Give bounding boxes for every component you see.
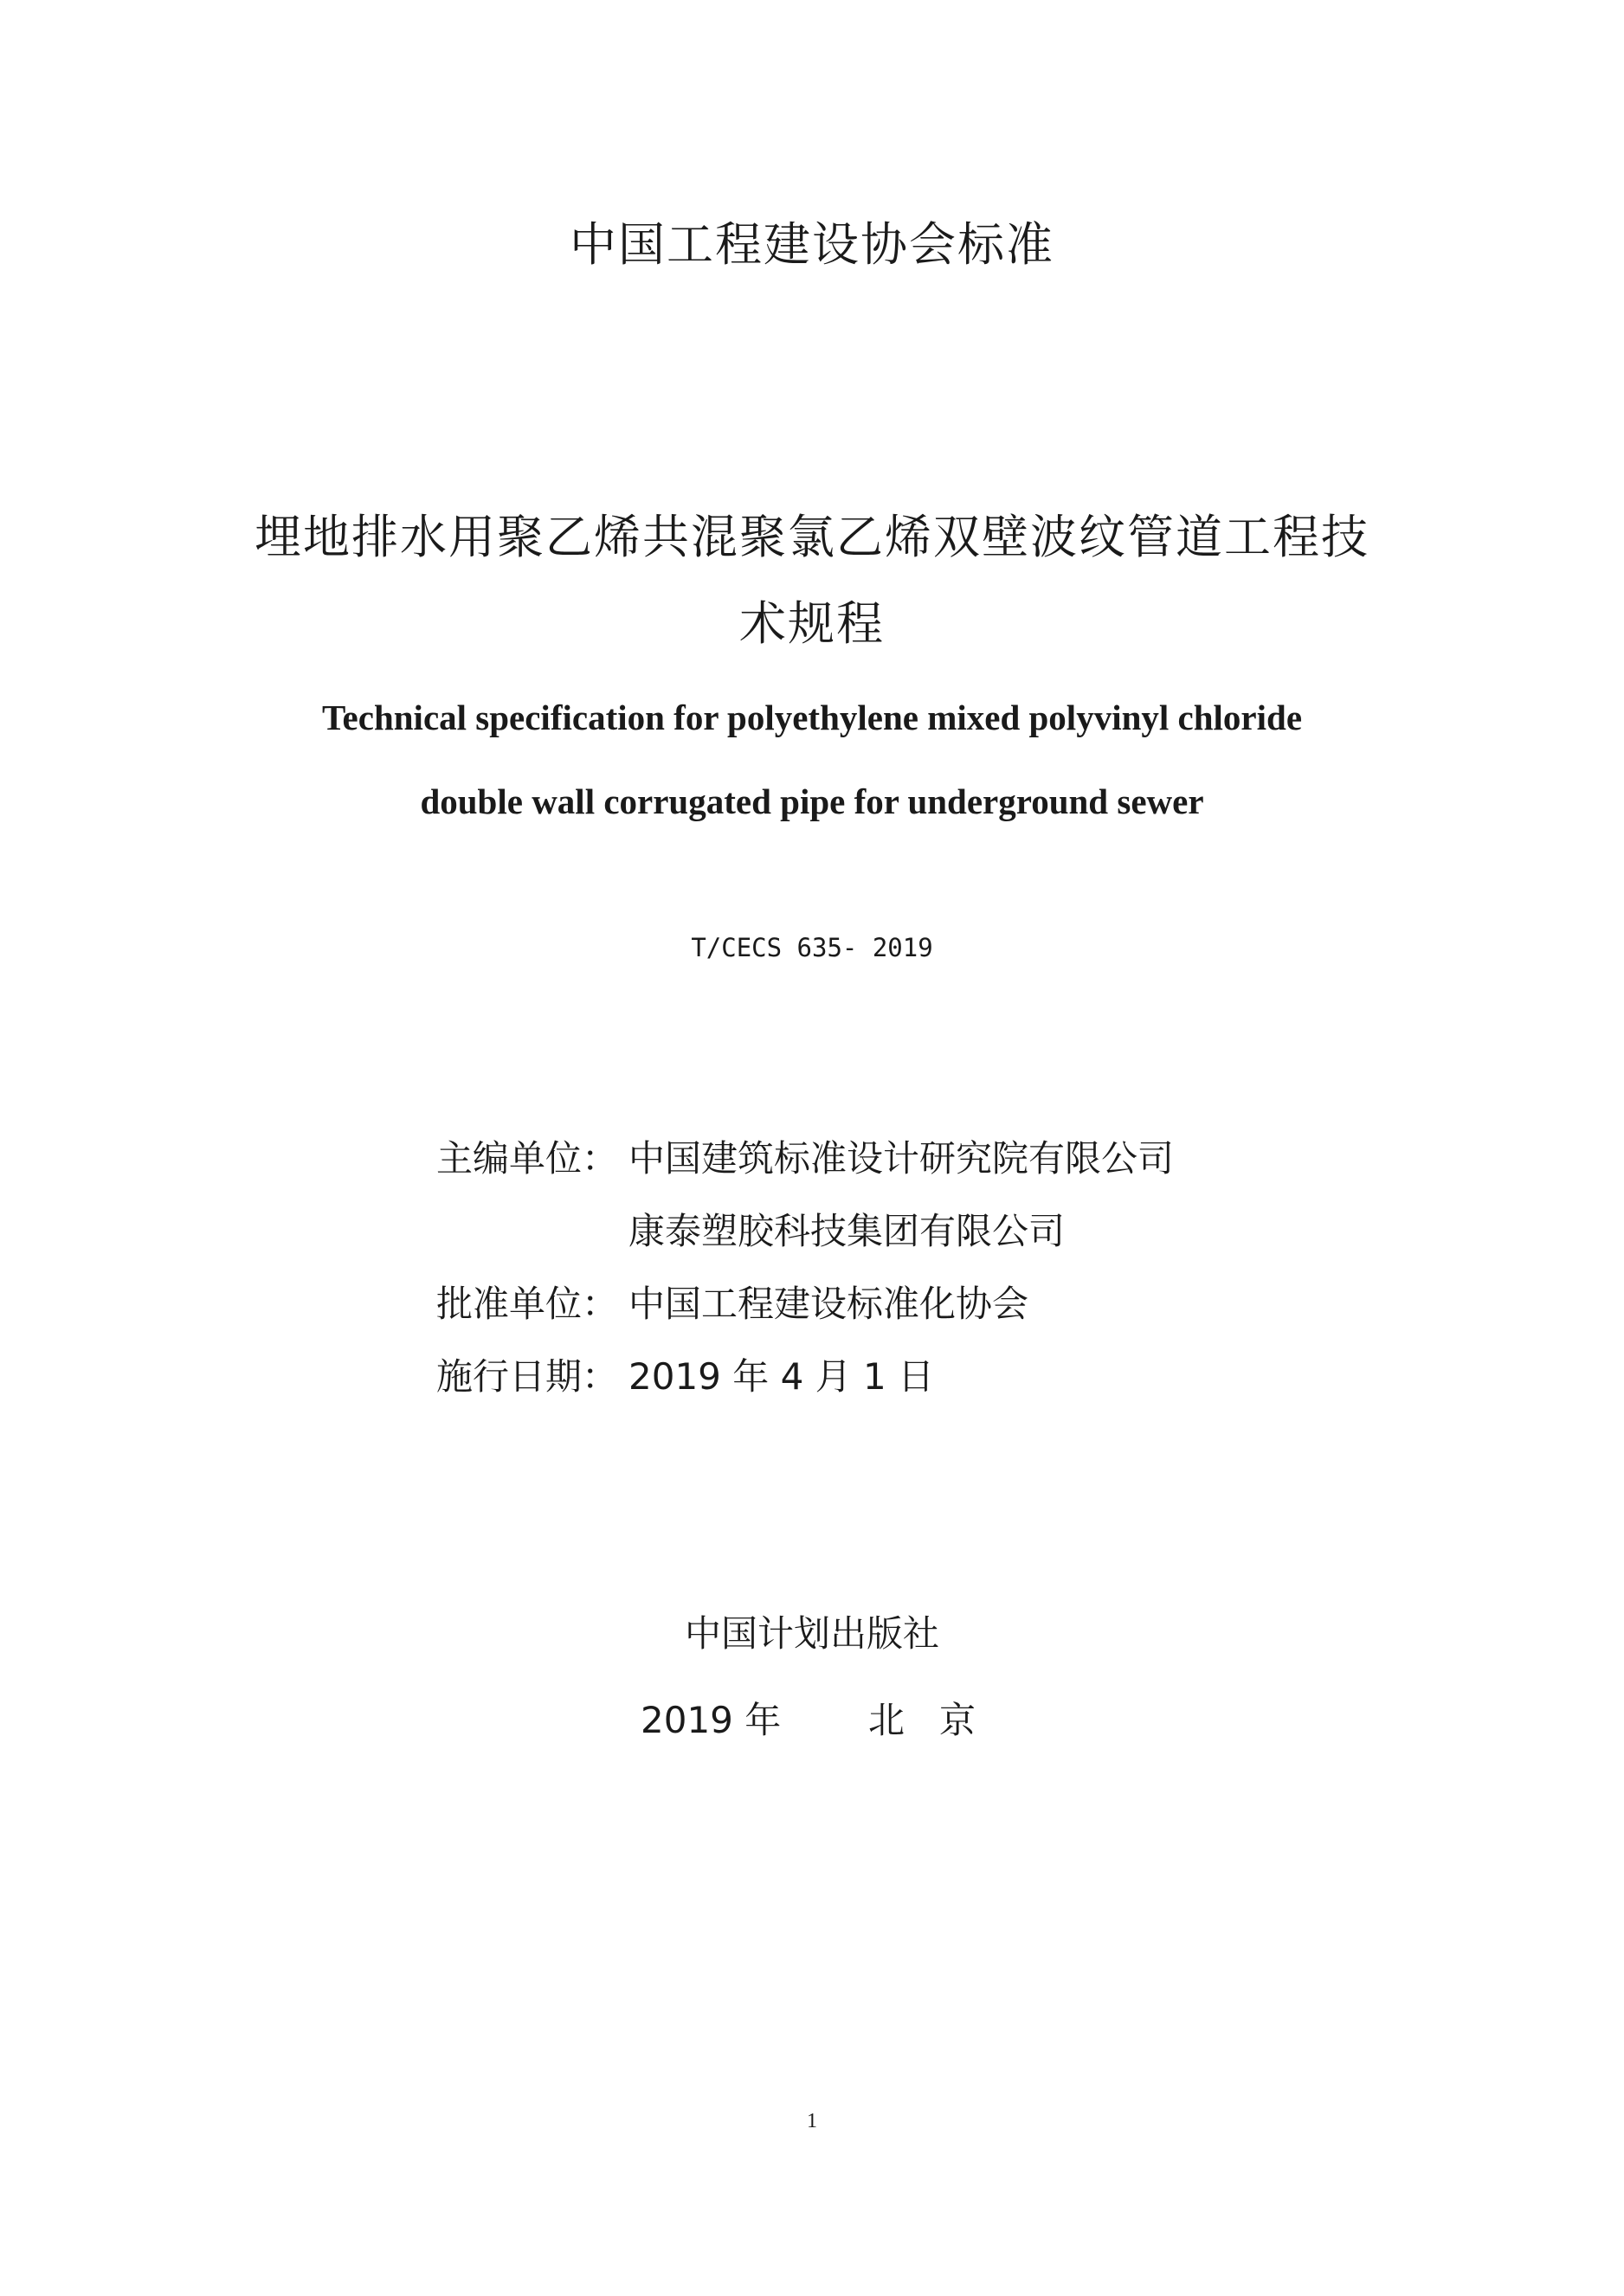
chief-editor-value-1: 中国建筑标准设计研究院有限公司 — [628, 1137, 1175, 1180]
page-number: 1 — [807, 2110, 817, 2132]
chief-editor-value-2: 康泰塑胶科技集团有限公司 — [628, 1210, 1066, 1252]
approver-value: 中国工程建设标准化协会 — [628, 1283, 1029, 1325]
english-title-line-1: Technical specification for polyethylene mixed polyvinyl chloride — [321, 698, 1303, 737]
chinese-title-line-2: 术规程 — [739, 596, 885, 651]
publication-city: 北京 — [868, 1699, 1011, 1741]
publication-year: 2019 年 — [641, 1699, 782, 1741]
chief-editor-label: 主编单位： — [436, 1137, 619, 1180]
approver-label: 批准单位： — [436, 1283, 619, 1325]
chinese-title-line-1: 埋地排水用聚乙烯共混聚氯乙烯双壁波纹管道工程技 — [255, 510, 1369, 564]
publisher-name: 中国计划出版社 — [684, 1612, 939, 1655]
organization-standard-heading: 中国工程建设协会标准 — [570, 217, 1054, 272]
effective-date-value: 2019 年 4 月 1 日 — [628, 1355, 935, 1398]
english-title-line-2: double wall corrugated pipe for underground sewer — [420, 781, 1204, 821]
standard-code: T/CECS 635- 2019 — [691, 933, 933, 962]
effective-date-label: 施行日期： — [436, 1355, 619, 1398]
